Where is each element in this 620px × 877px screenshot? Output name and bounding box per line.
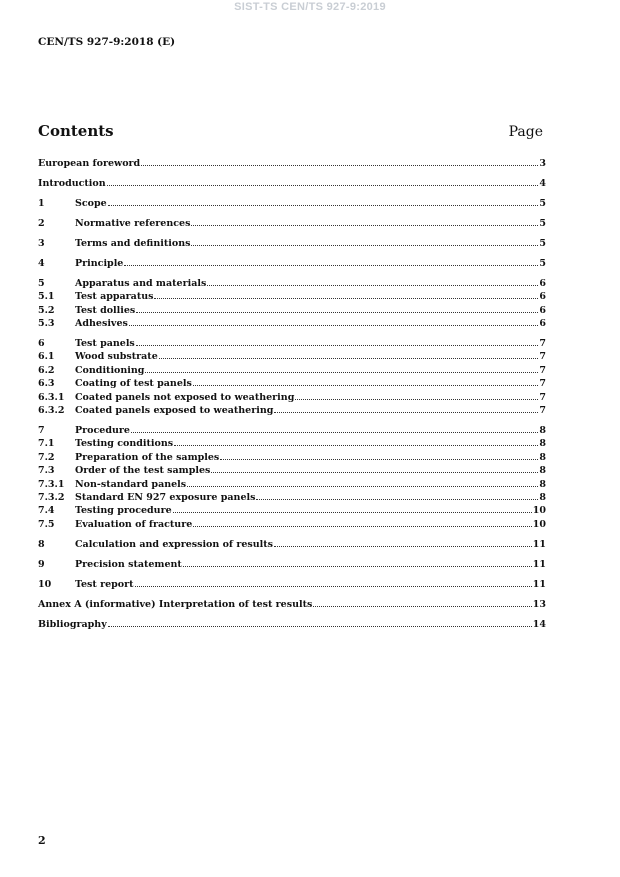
- toc-entry-page: 10: [532, 518, 546, 530]
- toc-entry-page: 8: [539, 478, 546, 490]
- toc-entry[interactable]: [38, 503, 546, 516]
- toc-entry-title: Wood substrate: [75, 351, 158, 363]
- toc-entry-page: 8: [539, 438, 546, 450]
- toc-entry-page: 14: [532, 618, 546, 630]
- toc-entry-number: 7.3.1: [38, 478, 65, 490]
- toc-entry-number: 7.3.2: [38, 491, 65, 503]
- toc-dot-leader: [295, 390, 538, 400]
- toc-entry[interactable]: [38, 216, 546, 229]
- toc-entry-title: Introduction: [38, 177, 106, 189]
- toc-dot-leader: [313, 597, 531, 607]
- toc-dot-leader: [193, 517, 532, 527]
- toc-dot-leader: [108, 196, 539, 206]
- toc-entry[interactable]: [38, 276, 546, 289]
- toc-entry-page: 8: [539, 451, 546, 463]
- toc-dot-leader: [191, 236, 538, 246]
- toc-entry-number: 6.3.2: [38, 405, 65, 417]
- toc-dot-leader: [135, 577, 532, 587]
- toc-entry-page: 5: [539, 197, 546, 209]
- toc-dot-leader: [220, 450, 538, 460]
- page-column-label: Page: [508, 124, 543, 140]
- toc-entry[interactable]: [38, 349, 546, 362]
- toc-dot-leader: [256, 490, 538, 500]
- toc-entry-page: 11: [532, 558, 546, 570]
- toc-entry[interactable]: [38, 463, 546, 476]
- toc-entry-page: 8: [539, 425, 546, 436]
- toc-entry-title: Apparatus and materials: [75, 277, 207, 289]
- toc-dot-leader: [131, 423, 538, 433]
- toc-entry-title: Testing procedure: [75, 505, 172, 517]
- watermark: SIST-TS CEN/TS 927-9:2019: [234, 1, 386, 13]
- toc-entry-title: Procedure: [75, 425, 130, 436]
- toc-entry-page: 10: [532, 505, 546, 517]
- toc-entry-page: 5: [539, 217, 546, 229]
- toc-dot-leader: [274, 537, 532, 547]
- document-header: CEN/TS 927-9:2018 (E): [38, 36, 176, 48]
- toc-entry-title: Calculation and expression of results: [75, 538, 273, 550]
- toc-entry-number: 7.5: [38, 518, 55, 530]
- toc-entry-number: 10: [38, 578, 52, 590]
- toc-entry-title: Non-standard panels: [75, 478, 187, 490]
- toc-entry-number: 5.2: [38, 304, 55, 316]
- toc-entry-title: Scope: [75, 197, 107, 209]
- toc-entry-number: 6.1: [38, 351, 55, 363]
- toc-entry-title: Preparation of the samples: [75, 451, 220, 463]
- toc-entry[interactable]: [38, 236, 546, 249]
- toc-entry-page: 13: [532, 598, 546, 610]
- toc-entry-page: 6: [539, 304, 546, 316]
- toc-entry[interactable]: [38, 490, 546, 503]
- toc-entry-title: Terms and definitions: [75, 237, 191, 249]
- toc-entry-number: 7.2: [38, 451, 55, 463]
- toc-entry-title: Principle: [75, 257, 124, 269]
- toc-entry-title: Precision statement: [75, 558, 182, 570]
- toc-entry-page: 7: [539, 391, 546, 403]
- toc-entry-page: 6: [539, 291, 546, 303]
- contents-heading-row: [38, 122, 543, 140]
- toc-entry-title: Standard EN 927 exposure panels: [75, 491, 256, 503]
- toc-dot-leader: [136, 303, 538, 313]
- toc-dot-leader: [191, 216, 538, 226]
- toc-dot-leader: [136, 336, 539, 346]
- toc-entry[interactable]: [38, 289, 546, 302]
- toc-entry[interactable]: [38, 477, 546, 490]
- toc-dot-leader: [107, 176, 539, 186]
- toc-entry-number: 6.3.1: [38, 391, 65, 403]
- toc-entry-number: 7.4: [38, 505, 55, 517]
- toc-entry[interactable]: [38, 256, 546, 269]
- toc-dot-leader: [145, 363, 538, 373]
- toc-entry-title: European foreword: [38, 158, 141, 169]
- toc-entry[interactable]: [38, 336, 546, 349]
- toc-entry[interactable]: [38, 376, 546, 389]
- toc-entry-page: 8: [539, 491, 546, 503]
- toc-entry[interactable]: [38, 423, 546, 436]
- toc-dot-leader: [108, 617, 532, 627]
- toc-entry-number: 2: [38, 217, 45, 229]
- toc-entry-page: 7: [539, 378, 546, 390]
- toc-entry-title: Test dollies: [75, 304, 136, 316]
- page-number: 2: [38, 834, 46, 847]
- toc-entry-page: 4: [539, 177, 546, 189]
- toc-entry-number: 7.1: [38, 438, 55, 450]
- toc-entry-page: 7: [539, 405, 546, 417]
- toc-dot-leader: [193, 376, 539, 386]
- toc-entry[interactable]: [38, 436, 546, 449]
- toc-entry-title: Coated panels exposed to weathering: [75, 405, 274, 417]
- toc-dot-leader: [207, 276, 538, 286]
- toc-entry-number: 7: [38, 425, 45, 436]
- toc-entry-number: 5.1: [38, 291, 55, 303]
- toc-entry-page: 3: [539, 158, 546, 169]
- toc-entry[interactable]: [38, 597, 546, 610]
- toc-entry-page: 5: [539, 237, 546, 249]
- toc-dot-leader: [141, 156, 538, 166]
- toc-entry-page: 8: [539, 465, 546, 477]
- toc-entry-title: Testing conditions: [75, 438, 174, 450]
- toc-entry-title: Test report: [75, 578, 134, 590]
- toc-entry[interactable]: [38, 390, 546, 403]
- toc-entry-number: 4: [38, 257, 45, 269]
- toc-entry[interactable]: [38, 577, 546, 590]
- toc-entry-title: Test apparatus: [75, 291, 154, 303]
- toc-entry-page: 11: [532, 578, 546, 590]
- toc-entry-title: Coated panels not exposed to weathering: [75, 391, 295, 403]
- table-of-contents: [38, 156, 546, 630]
- toc-entry-number: 1: [38, 197, 45, 209]
- toc-dot-leader: [174, 436, 538, 446]
- toc-entry-title: Normative references: [75, 217, 191, 229]
- toc-entry[interactable]: [38, 517, 546, 530]
- toc-entry-number: 7.3: [38, 465, 55, 477]
- toc-entry-page: 6: [539, 277, 546, 289]
- toc-entry-title: Conditioning: [75, 364, 145, 376]
- toc-entry-number: 5.3: [38, 318, 55, 330]
- toc-entry[interactable]: [38, 316, 546, 329]
- toc-entry-title: Bibliography: [38, 618, 107, 630]
- toc-entry[interactable]: [38, 617, 546, 630]
- toc-entry[interactable]: [38, 303, 546, 316]
- toc-entry[interactable]: [38, 450, 546, 463]
- toc-entry-page: 6: [539, 318, 546, 330]
- toc-dot-leader: [211, 463, 538, 473]
- toc-entry-page: 5: [539, 257, 546, 269]
- toc-dot-leader: [173, 503, 532, 513]
- toc-entry[interactable]: [38, 403, 546, 416]
- toc-entry[interactable]: [38, 156, 546, 169]
- toc-entry-title: Order of the test samples: [75, 465, 211, 477]
- toc-dot-leader: [124, 256, 538, 266]
- toc-entry-number: 9: [38, 558, 45, 570]
- toc-dot-leader: [159, 349, 539, 359]
- toc-entry[interactable]: [38, 196, 546, 209]
- toc-entry-number: 6.3: [38, 378, 55, 390]
- toc-entry-title: Coating of test panels: [75, 378, 192, 390]
- toc-entry-page: 7: [539, 351, 546, 363]
- toc-entry-number: 8: [38, 538, 45, 550]
- toc-entry[interactable]: [38, 557, 546, 570]
- toc-dot-leader: [274, 403, 538, 413]
- toc-entry-title: Adhesives: [75, 318, 128, 330]
- toc-dot-leader: [183, 557, 532, 567]
- toc-dot-leader: [187, 477, 538, 487]
- toc-entry-title: Annex A (informative) Interpretation of test results: [38, 598, 313, 610]
- toc-entry-number: 3: [38, 237, 45, 249]
- toc-entry-number: 5: [38, 277, 45, 289]
- toc-entry-number: 6.2: [38, 364, 55, 376]
- toc-entry[interactable]: [38, 363, 546, 376]
- toc-entry-page: 7: [539, 364, 546, 376]
- toc-entry-number: 6: [38, 338, 45, 350]
- toc-entry-page: 11: [532, 538, 546, 550]
- toc-entry-title: Test panels: [75, 338, 135, 350]
- contents-title: Contents: [38, 122, 114, 140]
- toc-entry[interactable]: [38, 176, 546, 189]
- toc-dot-leader: [154, 289, 538, 299]
- toc-entry-title: Evaluation of fracture: [75, 518, 193, 530]
- toc-entry[interactable]: [38, 537, 546, 550]
- toc-entry-page: 7: [539, 338, 546, 350]
- toc-dot-leader: [129, 316, 539, 326]
